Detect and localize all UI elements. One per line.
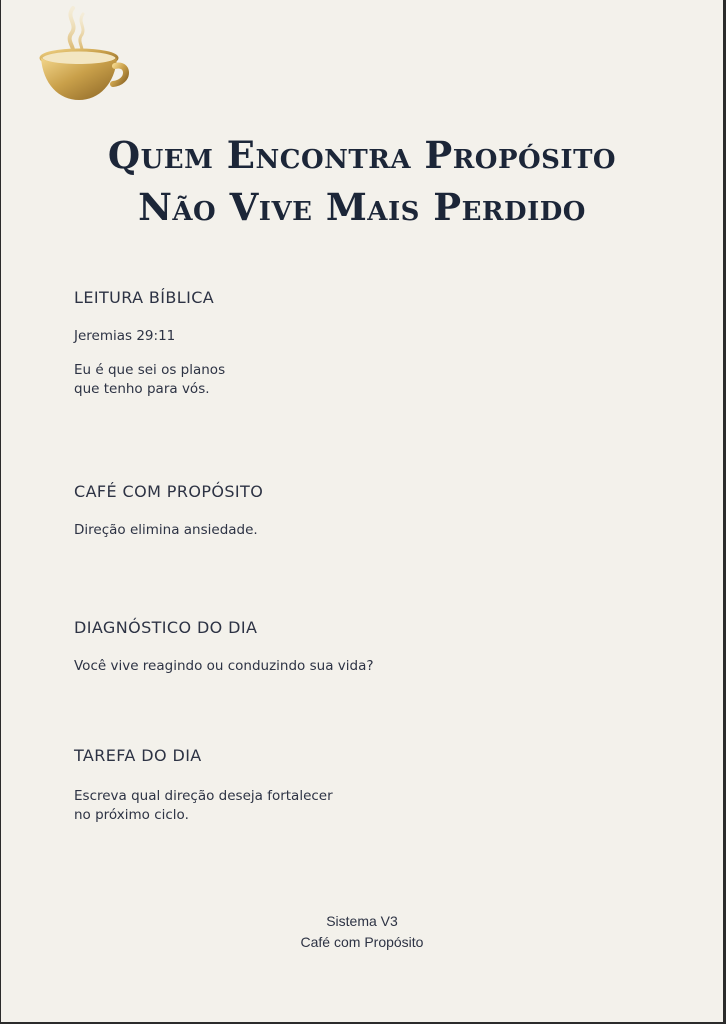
coffee-cup-icon	[37, 4, 129, 104]
section-diagnostico-do-dia	[74, 618, 654, 676]
steam-icon	[70, 8, 74, 50]
section-text: Direção elimina ansiedade.	[74, 522, 258, 538]
section-tarefa-do-dia	[74, 746, 654, 825]
section-heading: TAREFA DO DIA	[74, 746, 202, 765]
scripture-reference: Jeremias 29:11	[74, 328, 176, 344]
section-leitura-biblica	[74, 288, 654, 399]
section-heading: LEITURA BÍBLICA	[74, 288, 215, 307]
title-line: Não Vive Mais Perdido	[138, 184, 586, 229]
footer-line: Café com Propósito	[300, 934, 424, 950]
section-text: Você vive reagindo ou conduzindo sua vida?	[74, 658, 374, 674]
footer-line: Sistema V3	[326, 913, 398, 929]
footer	[1, 911, 723, 953]
title-line: Quem Encontra Propósito	[107, 132, 617, 177]
section-text: Eu é que sei os planos	[74, 362, 226, 378]
section-text: que tenho para vós.	[74, 381, 210, 397]
section-cafe-com-proposito	[74, 482, 654, 540]
section-text: Escreva qual direção deseja fortalecer	[74, 788, 333, 804]
page-title	[1, 129, 723, 233]
document-page	[1, 0, 723, 1022]
section-heading: DIAGNÓSTICO DO DIA	[74, 618, 258, 637]
section-text: no próximo ciclo.	[74, 807, 189, 823]
section-heading: CAFÉ COM PROPÓSITO	[74, 482, 264, 501]
